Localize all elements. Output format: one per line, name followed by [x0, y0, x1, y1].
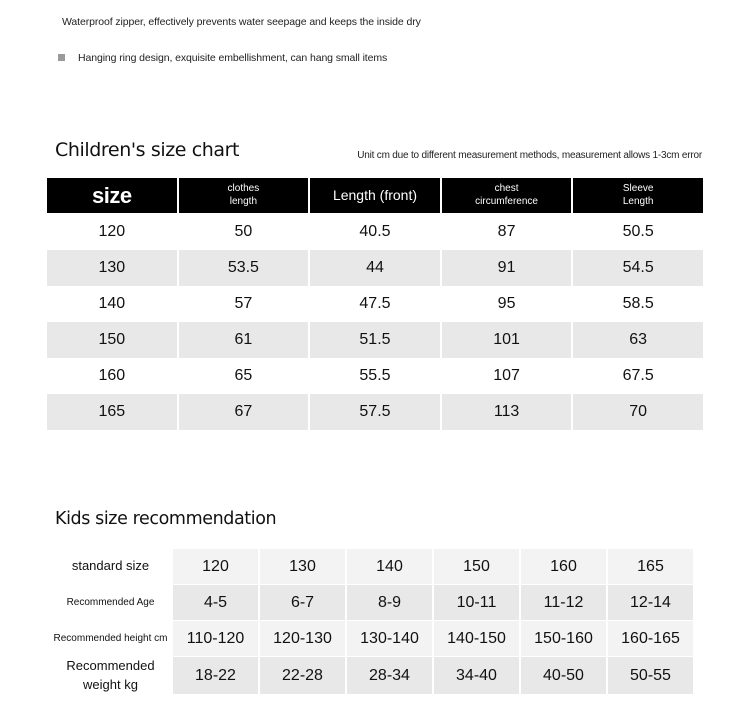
rec-label-standard-size: standard size — [71, 558, 150, 574]
chest-cell: 91 — [442, 250, 572, 286]
length-front-cell: 47.5 — [359, 294, 391, 312]
rec-row-weight — [50, 657, 693, 694]
size-chart-unit-note: Unit cm due to different measurement methods, measurement allows 1-3cm error — [357, 150, 702, 161]
size-cell: 165 — [47, 394, 177, 430]
rec-label-weight-line2: weight kg — [83, 676, 138, 692]
rec-value: 50-55 — [608, 657, 693, 694]
header-sleeve-line2: Length — [622, 195, 654, 207]
chest-cell: 113 — [442, 394, 572, 430]
bullet-square-icon — [58, 54, 65, 61]
sleeve-cell: 67.5 — [622, 366, 654, 384]
size-cell: 130 — [47, 250, 177, 286]
rec-value: 18-22 — [173, 657, 258, 694]
rec-value: 11-12 — [521, 585, 606, 620]
rec-value: 120-130 — [260, 621, 345, 656]
rec-value: 160 — [521, 549, 606, 584]
sleeve-cell: 58.5 — [622, 294, 654, 312]
sleeve-cell: 54.5 — [573, 250, 703, 286]
chest-cell: 87 — [497, 222, 516, 240]
table-row — [47, 286, 703, 322]
rec-label-weight — [50, 657, 171, 694]
length-front-cell: 40.5 — [359, 222, 391, 240]
rec-label-age: Recommended Age — [66, 596, 155, 608]
length-front-cell: 55.5 — [359, 366, 391, 384]
rec-value: 28-34 — [347, 657, 432, 694]
clothes-length-cell: 53.5 — [179, 250, 309, 286]
rec-value: 130 — [260, 549, 345, 584]
clothes-length-cell: 50 — [234, 222, 253, 240]
header-sleeve-length — [573, 178, 703, 213]
recommendation-title: Kids size recommendation — [55, 509, 277, 529]
size-cell: 120 — [98, 222, 126, 240]
rec-value: 6-7 — [260, 585, 345, 620]
header-chest-line1: chest — [494, 183, 519, 194]
clothes-length-cell: 67 — [179, 394, 309, 430]
rec-value: 12-14 — [608, 585, 693, 620]
header-clothes-length-line2: length — [229, 195, 258, 207]
size-recommendation-table — [50, 549, 693, 695]
size-chart-header-row — [47, 178, 703, 213]
feature-text-hanging-ring: Hanging ring design, exquisite embellishment, can hang small items — [78, 52, 388, 64]
size-chart-title: Children's size chart — [55, 139, 240, 161]
header-length-front-label: Length (front) — [332, 186, 418, 203]
length-front-cell: 51.5 — [310, 322, 440, 358]
clothes-length-cell: 61 — [179, 322, 309, 358]
table-row — [47, 322, 703, 358]
rec-value: 150 — [434, 549, 519, 584]
header-chest-line2: circumference — [475, 195, 538, 207]
header-length-front — [310, 178, 440, 213]
rec-value: 160-165 — [608, 621, 693, 656]
rec-value: 10-11 — [434, 585, 519, 620]
rec-value: 34-40 — [434, 657, 519, 694]
rec-label-height: Recommended height cm — [53, 632, 168, 644]
header-chest-circumference — [442, 178, 572, 213]
rec-value: 110-120 — [173, 621, 258, 656]
rec-value: 120 — [173, 549, 258, 584]
header-size-label: size — [92, 182, 132, 208]
sleeve-cell: 70 — [573, 394, 703, 430]
table-row — [47, 214, 703, 250]
rec-value: 22-28 — [260, 657, 345, 694]
rec-value: 8-9 — [347, 585, 432, 620]
rec-value: 150-160 — [521, 621, 606, 656]
rec-row-standard-size — [50, 549, 693, 584]
feature-text-waterproof: Waterproof zipper, effectively prevents water seepage and keeps the inside dry — [62, 16, 421, 28]
size-chart-table — [47, 178, 703, 430]
clothes-length-cell: 65 — [234, 366, 253, 384]
rec-value: 140 — [347, 549, 432, 584]
header-clothes-length — [179, 178, 309, 213]
rec-value: 140-150 — [434, 621, 519, 656]
length-front-cell: 44 — [310, 250, 440, 286]
chest-cell: 95 — [497, 294, 516, 312]
size-cell: 150 — [47, 322, 177, 358]
rec-value: 165 — [608, 549, 693, 584]
size-cell: 140 — [98, 294, 126, 312]
sleeve-cell: 63 — [573, 322, 703, 358]
sleeve-cell: 50.5 — [622, 222, 654, 240]
chest-cell: 107 — [493, 366, 520, 384]
clothes-length-cell: 57 — [234, 294, 253, 312]
size-cell: 160 — [98, 366, 126, 384]
rec-value: 4-5 — [173, 585, 258, 620]
table-row — [47, 250, 703, 286]
header-size — [47, 178, 177, 213]
table-row — [47, 358, 703, 394]
header-clothes-length-line1: clothes — [227, 183, 260, 194]
rec-label-weight-line1: Recommended — [66, 658, 155, 674]
header-sleeve-line1: Sleeve — [622, 183, 654, 194]
rec-row-age — [50, 585, 693, 620]
table-row — [47, 394, 703, 430]
length-front-cell: 57.5 — [310, 394, 440, 430]
rec-value: 40-50 — [521, 657, 606, 694]
chest-cell: 101 — [442, 322, 572, 358]
rec-value: 130-140 — [347, 621, 432, 656]
rec-row-height — [50, 621, 693, 656]
